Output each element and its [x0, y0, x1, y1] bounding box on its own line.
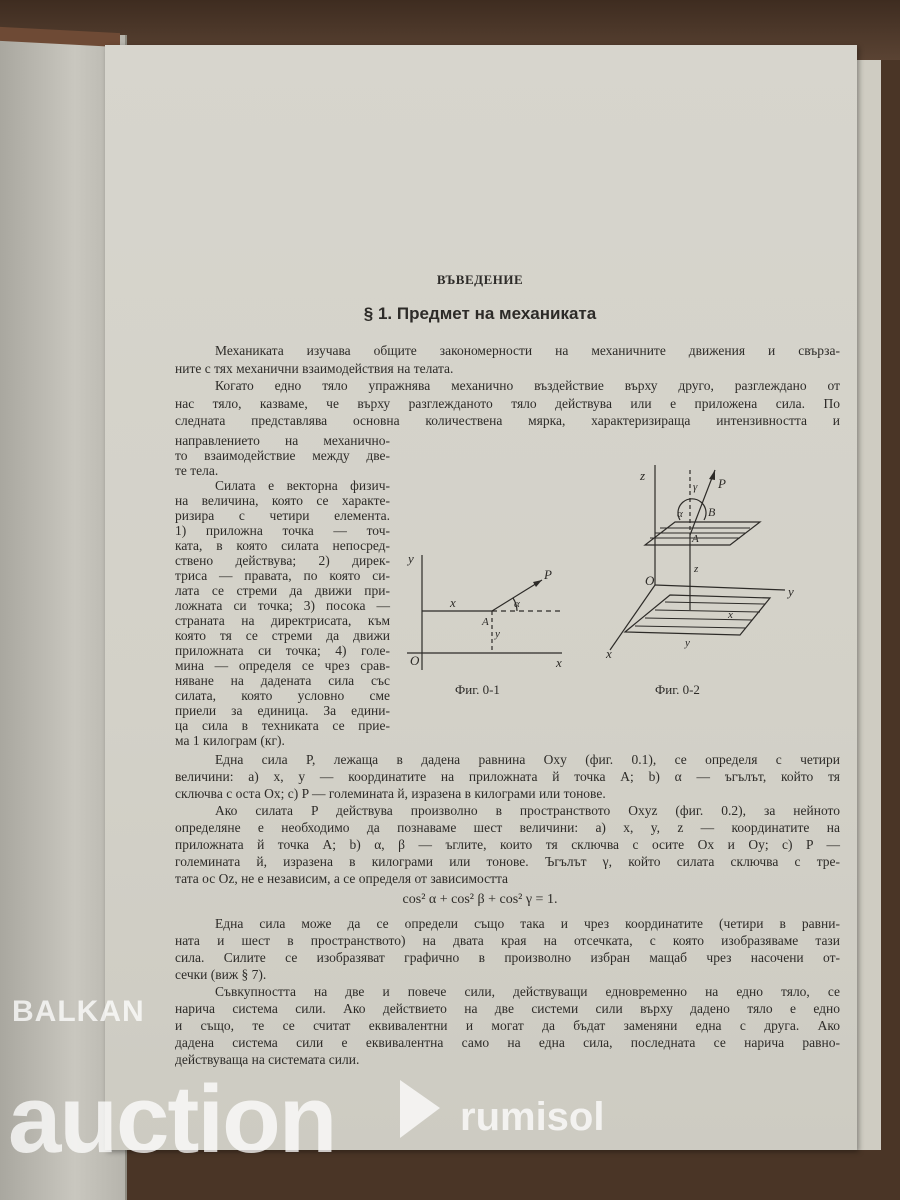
label-x-axis: x [556, 655, 562, 670]
label-y: y [408, 551, 414, 566]
text-line: приложната й точка A; b) α, β — ъглите, които тя сключва с осите Ox и Oy; c) P — [175, 837, 840, 852]
label-y-seg: y [495, 628, 500, 640]
text-line: която тя се стреми да движи [175, 628, 390, 643]
text-line: сключва с оста Ox; c) P — големината й, изразена в килограми или тонове. [175, 786, 606, 801]
chapter-heading: ВЪВЕДЕНИЕ [436, 272, 524, 287]
watermark-balkan: BALKAN [12, 995, 145, 1028]
watermark-rumisol: rumisol [460, 1095, 605, 1139]
force-arrowhead [533, 580, 542, 587]
x-axis [610, 585, 655, 650]
text-line: те тела. [175, 463, 219, 478]
text-line: страната на директрисата, към [175, 613, 390, 628]
text-line: дадена система сили е еквивалентна само на една сила, последната се нарича равно- [175, 1035, 840, 1050]
figure-0-1 [402, 545, 577, 675]
text-line: ната и шест в пространството) на двата края на отсечката, с която изобразяваме тази [175, 933, 840, 948]
text-line: и също, те се считат еквивалентни и могат да бъдат заменяни една с друга. Ако [175, 1018, 840, 1033]
text-line: лата се стреми да движи при- [175, 583, 390, 598]
text-line: Съвкупността на две и повече сили, действуващи едновременно на едно тяло, се [215, 984, 840, 999]
text-line: триса — правата, по която си- [175, 568, 390, 583]
label-y-seg: y [685, 637, 690, 649]
label-y-axis: y [788, 584, 794, 599]
y-axis [655, 585, 785, 590]
label-x: x [450, 595, 456, 610]
text-line: величини: a) x, y — координатите на приложната й точка A; b) α — ъгълът, който тя [175, 769, 840, 784]
text-line: то взаимодействие между две- [175, 448, 390, 463]
text-line: сила. Силите се изобразяват графично в произволно избран мащаб чрез насочени от- [175, 950, 840, 965]
text-line: няване на дадената сила със [175, 673, 390, 688]
formula: cos² α + cos² β + cos² γ = 1. [402, 892, 558, 907]
text-line: ните с тях механични взаимодействия на телата. [175, 360, 454, 376]
text-line: нарича система сили. Ако действието на две системи сили върху дадено тяло е едно [175, 1001, 840, 1016]
text-line: ца сила в техниката се прие- [175, 718, 390, 733]
text-line: действуваща на системата сили. [175, 1052, 360, 1067]
label-O: O [410, 653, 420, 668]
text-line: на величина, която се характе- [175, 493, 390, 508]
text-line: ложната си точка; 3) посока — [175, 598, 390, 613]
text-line: приели за единица. За едини- [175, 703, 390, 718]
label-gamma: γ [693, 481, 698, 493]
label-O: O [645, 573, 655, 588]
text-line: ма 1 килограм (кг). [175, 733, 285, 748]
force-vector [690, 470, 715, 535]
text-line: Ако силата P действува произволно в пространството Oxyz (фиг. 0.2), за нейното [215, 803, 840, 818]
text-line: големината й, изразена в килограми или тонове. Ъгълът γ, който силата сключва с тре- [175, 854, 840, 869]
text-line: Механиката изучава общите закономерности на механичните движения и свърза- [215, 343, 840, 358]
text-line: 1) приложна точка — точ- [175, 523, 390, 538]
text-line: тата ос Oz, не е независим, а се определя от зависимостта [175, 871, 509, 886]
text-line: силата, която условно сме [175, 688, 390, 703]
label-x-axis: x [606, 646, 612, 660]
text-line: Една сила може да се определи също така и чрез координатите (четири в равни- [215, 916, 840, 931]
section-title: § 1. Предмет на механиката [363, 304, 597, 323]
text-line: приложната си точка; 4) голе- [175, 643, 390, 658]
label-A: A [692, 533, 699, 545]
text-line: мина — определя се чрез срав- [175, 658, 390, 673]
text-line: направлението на механично- [175, 433, 390, 448]
text-line: следната представлява основна количествена мярка, характеризираща интензивността и [175, 413, 840, 428]
text-line: нас тяло, казваме, че върху разглежданото тяло действува или е приложена сила. По [175, 395, 840, 411]
label-x-seg: x [728, 609, 733, 621]
text-line: сечки (виж § 7). [175, 967, 267, 982]
label-alpha: α [514, 598, 520, 610]
label-z-seg: z [694, 563, 699, 575]
label-P: P [718, 476, 726, 491]
label-beta: B [708, 505, 716, 519]
figure-0-2 [600, 460, 800, 660]
text-line: ката, в която силата непосред- [175, 538, 390, 553]
lower-plane [625, 595, 770, 635]
text-line: ризира с четири елемента. [175, 508, 390, 523]
watermark-auction: auction [8, 1066, 336, 1173]
figure-0-1-caption: Фиг. 0-1 [455, 682, 500, 697]
watermark-arrow-icon [400, 1080, 445, 1140]
text-line: Силата е векторна физич- [215, 478, 390, 493]
text-line: определяне е необходимо да познаваме шест величини: a) x, y, z — координатите на [175, 820, 840, 835]
label-P: P [544, 567, 552, 582]
label-z: z [640, 468, 646, 483]
text-line: Една сила P, лежаща в дадена равнина Oxy (фиг. 0.1), се определя с четири [215, 752, 840, 767]
text-line: ствено действува; 2) дирек- [175, 553, 390, 568]
text-line: Когато едно тяло упражнява механично въздействие върху друго, разглеждано от [215, 378, 840, 393]
label-A: A [482, 616, 489, 628]
figure-0-2-caption: Фиг. 0-2 [655, 682, 700, 697]
label-alpha: α [677, 508, 683, 520]
